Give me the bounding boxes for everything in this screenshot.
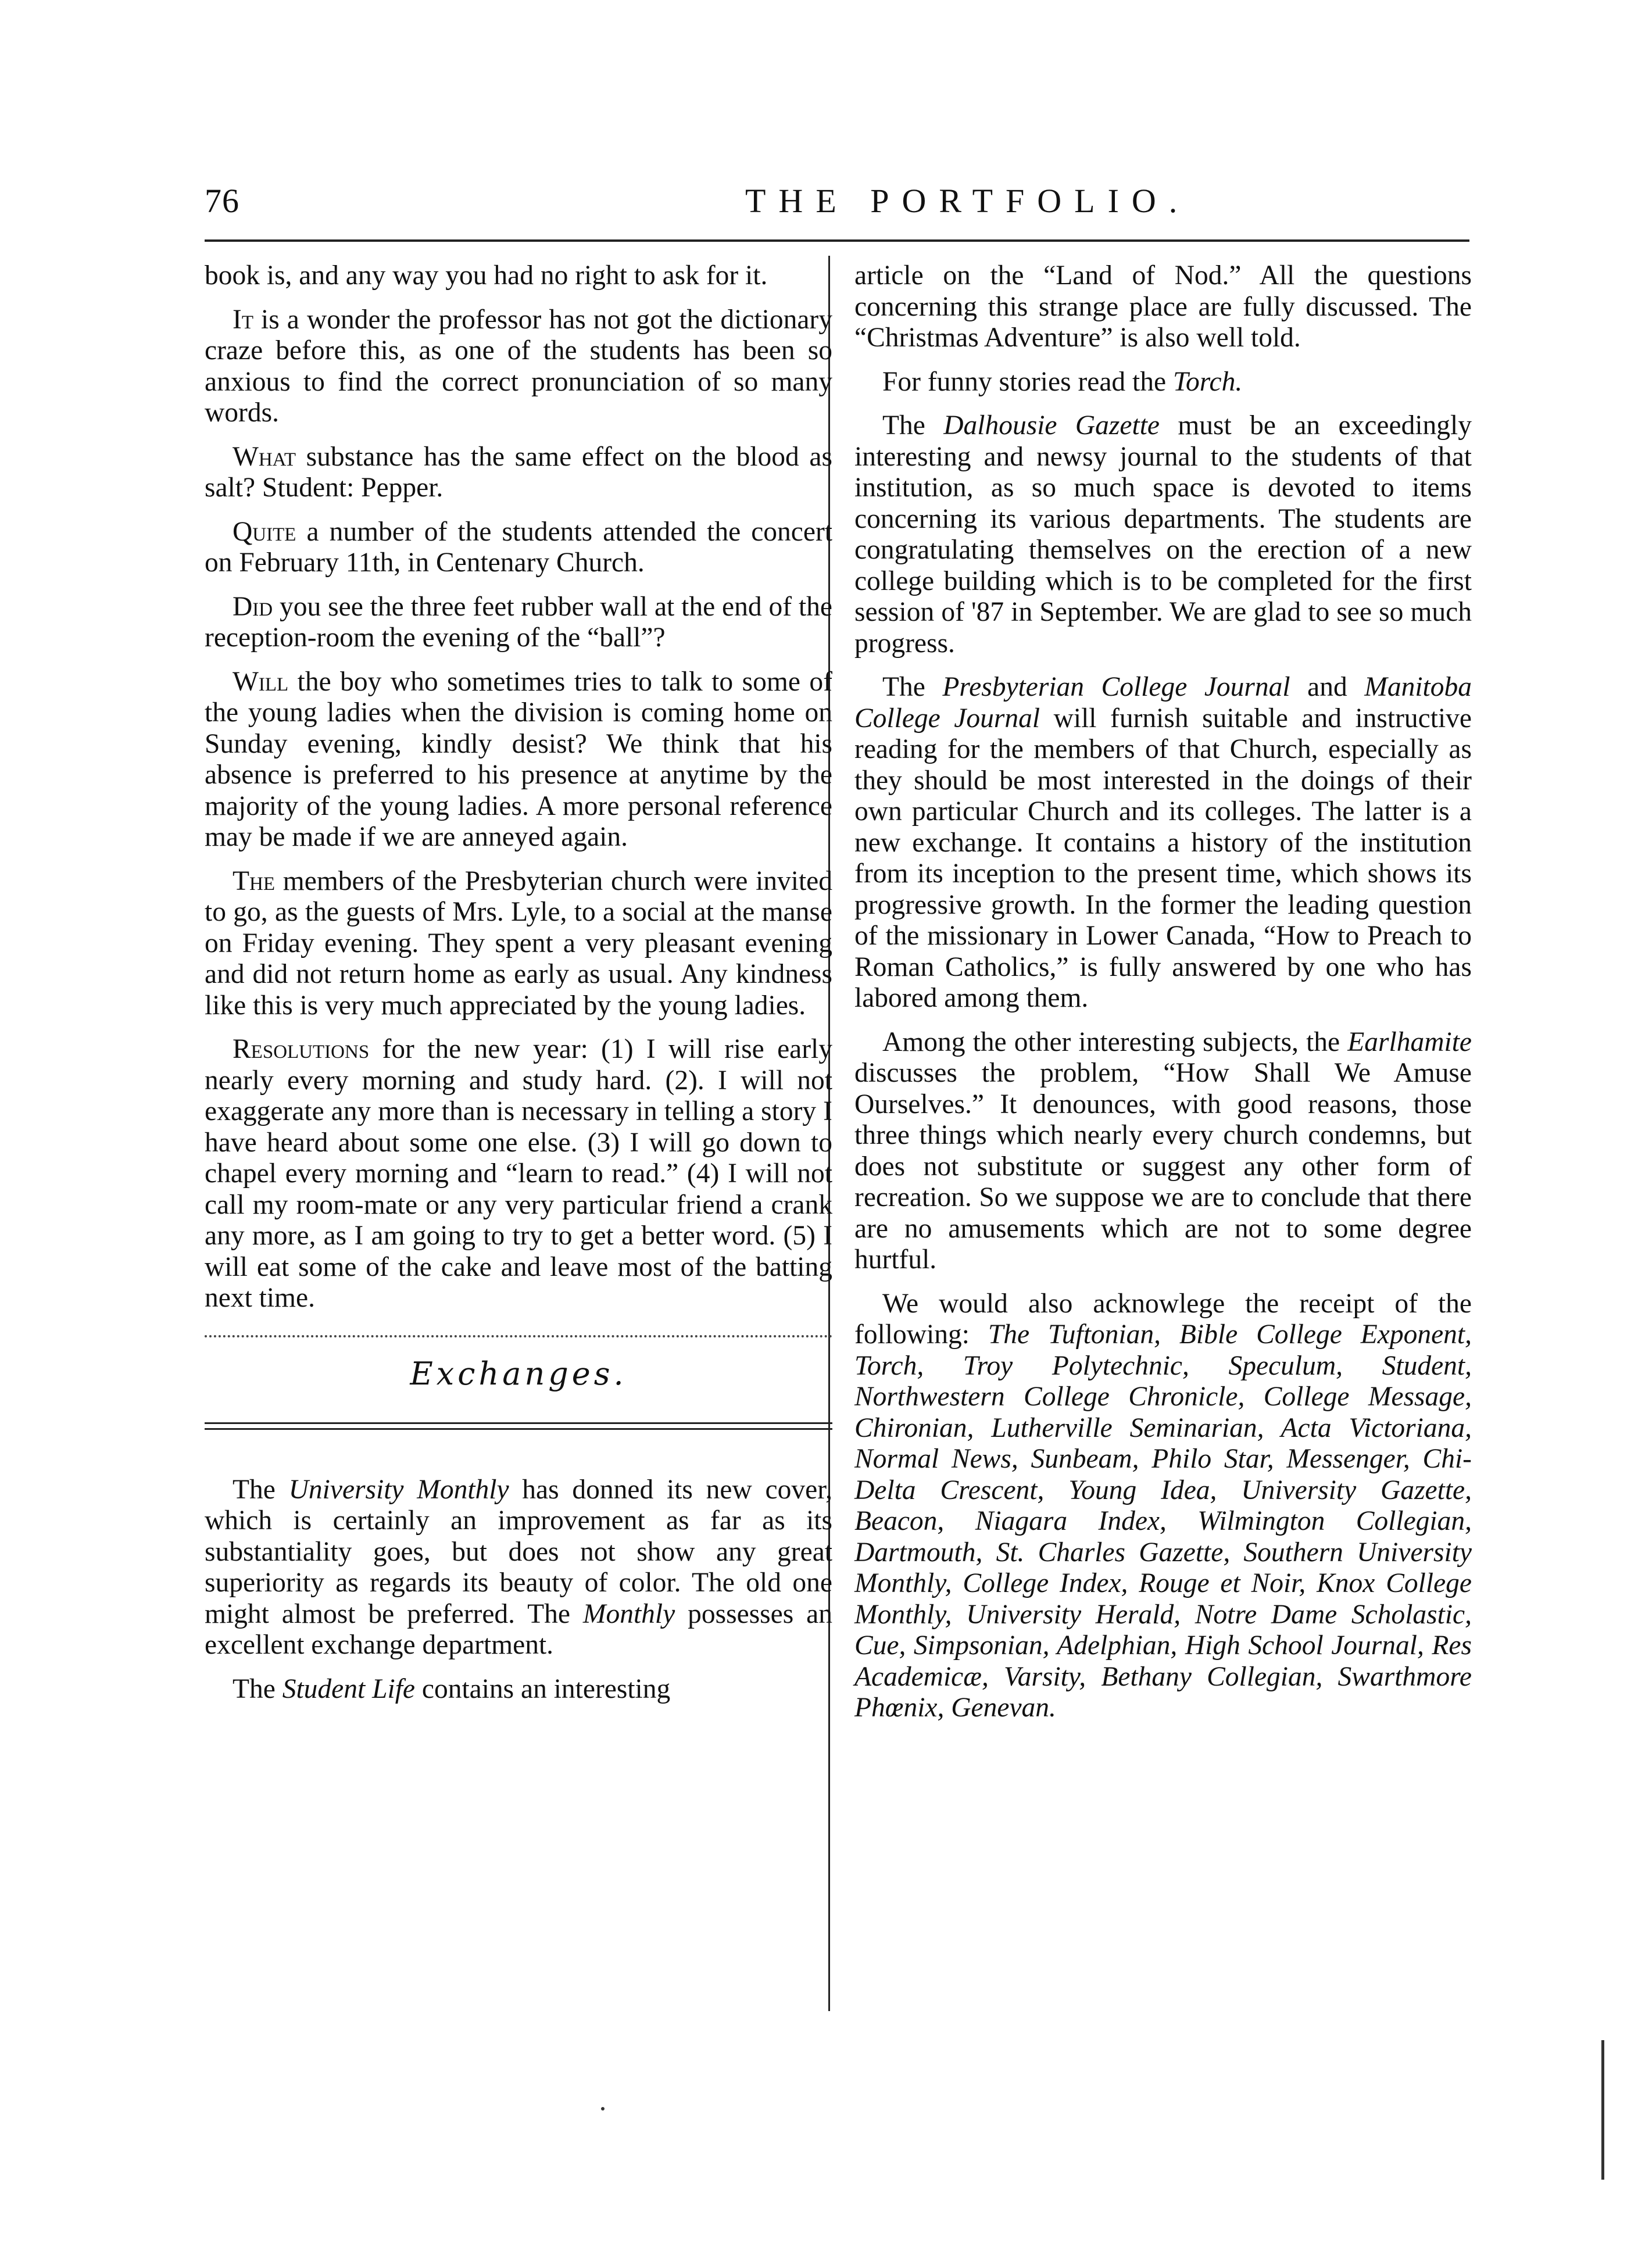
- paragraph: article on the “Land of Nod.” All the questions concerning this strange place are fully discussed. The “Christmas Adventure” is also well told.: [854, 260, 1472, 353]
- page-number: 76: [205, 182, 239, 220]
- paragraph: The Dalhousie Gazette must be an exceedingly interesting and newsy journal to the students of that institution, as so much space is devoted to items concerning its various departments. The students are congratulating themselves on the erection of a new college building which is to be completed for the first session of '87 in September. We are glad to see so much progress.: [854, 410, 1472, 659]
- page-edge-mark: [1601, 2040, 1604, 2180]
- exchanges-section-break: [205, 1335, 832, 1440]
- paragraph: What substance has the same effect on the blood as salt? Student: Pepper.: [205, 441, 832, 503]
- paragraph: The Student Life contains an interesting: [233, 1673, 671, 1704]
- double-rule: [205, 1428, 832, 1430]
- journal-title: THE PORTFOLIO.: [745, 182, 1190, 220]
- dotted-rule: [205, 1335, 832, 1337]
- double-rule: [205, 1422, 832, 1424]
- paragraph: It is a wonder the professor has not got the dictionary craze before this, as one of the students has been so anxious to find the correct pronunciation of so many words.: [205, 304, 832, 428]
- paragraph: Resolutions for the new year: (1) I will rise early nearly every morning and study hard. (2). I will not exaggerate any more than is necessary in telling a story I have heard about some one else. (3) I will go down to chapel every morning and “learn to read.” (4) I will not call my room-mate or any very particular friend a crank any more, as I am going to try to get a better word. (5) I will eat some of the cake and leave most of the batting next time.: [205, 1034, 832, 1313]
- paragraph: For funny stories read the Torch.: [882, 366, 1243, 397]
- paragraph: The members of the Presbyterian church were invited to go, as the guests of Mrs. Lyle, to a social at the manse on Friday evening. They spent a very pleasant evening and did not return home as early as usual. Any kindness like this is very much appreciated by the young ladies.: [205, 865, 832, 1021]
- paragraph: Among the other interesting subjects, the Earlhamite discusses the problem, “How Shall We Amuse Ourselves.” It denounces, with good reasons, those three things which nearly every church condemns, but does not substitute or suggest any other form of recreation. So we suppose we are to conclude that there are no amusements which are not to some degree hurtful.: [854, 1026, 1472, 1275]
- print-speck: [601, 2107, 605, 2110]
- paragraph: We would also acknowlege the receipt of the following: The Tuftonian, Bible College Exponent, Torch, Troy Polytechnic, Speculum, Student, Northwestern College Chronicle, College Message, Chironian, Lutherville Seminarian, Acta Victoriana, Normal News, Sunbeam, Philo Star, Messenger, Chi-Delta Crescent, Young Idea, University Gazette, Beacon, Niagara Index, Wilmington Collegian, Dartmouth, St. Charles Gazette, Southern University Monthly, College Index, Rouge et Noir, Knox College Monthly, University Herald, Notre Dame Scholastic, Cue, Simpsonian, Adelphian, High School Journal, Res Academicæ, Varsity, Bethany Collegian, Swarthmore Phœnix, Genevan.: [854, 1288, 1472, 1723]
- section-heading: Exchanges.: [410, 1355, 627, 1392]
- header-rule: [205, 239, 1469, 242]
- paragraph: Quite a number of the students attended the concert on February 11th, in Centenary Church.: [205, 516, 832, 578]
- paragraph: book is, and any way you had no right to ask for it.: [205, 260, 768, 291]
- paragraph: Did you see the three feet rubber wall at the end of the reception-room the evening of the “ball”?: [205, 591, 832, 653]
- left-column: [205, 260, 832, 1718]
- page-header: [205, 181, 1469, 228]
- paragraph: Will the boy who sometimes tries to talk to some of the young ladies when the division is coming home on Sunday evening, kindly desist? We think that his absence is preferred to his presence at anytime by the majority of the young ladies. A more personal reference may be made if we are anneyed again.: [205, 666, 832, 852]
- right-column: [854, 260, 1472, 1737]
- paragraph: The Presbyterian College Journal and Manitoba College Journal will furnish suitable and instructive reading for the members of that Church, especially as they should be most interested in the doings of their own particular Church and its colleges. The latter is a new exchange. It contains a history of the institution from its inception to the present time, which shows its progressive growth. In the former the leading question of the missionary in Lower Canada, “How to Preach to Roman Catholics,” is fully answered by one who has labored among them.: [854, 672, 1472, 1013]
- paragraph: The University Monthly has donned its new cover, which is certainly an improvement as far as its substantiality goes, but does not show any great superiority as regards its beauty of color. The old one might almost be preferred. The Monthly possesses an excellent exchange department.: [205, 1474, 832, 1660]
